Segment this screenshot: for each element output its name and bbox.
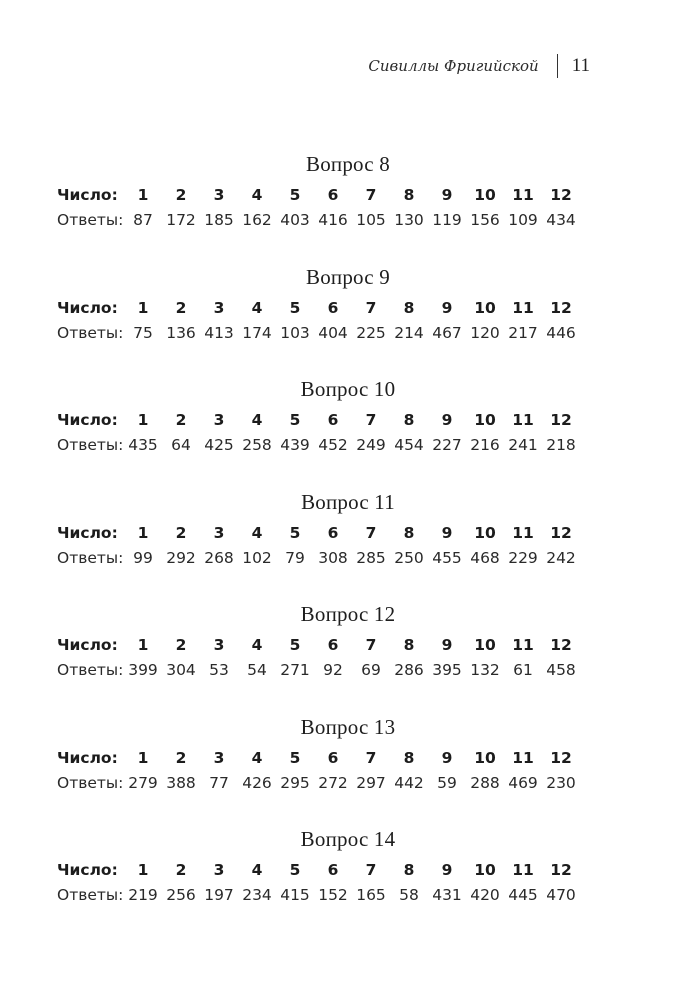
numbers-row-cells	[124, 521, 656, 546]
answers-row	[57, 658, 680, 683]
answer-cell: 218	[546, 436, 576, 454]
answer-cell: 250	[394, 548, 424, 567]
answers-row	[57, 208, 680, 233]
number-cell: 3	[213, 861, 225, 879]
numbers-row	[57, 858, 680, 883]
number-cell: 12	[550, 636, 572, 654]
answers-row-cells	[124, 208, 656, 233]
number-cell: 8	[403, 748, 415, 767]
number-cell: 9	[441, 861, 453, 879]
answers-row	[57, 771, 680, 796]
answers-row-label: Ответы:	[57, 773, 124, 792]
number-cell: 6	[327, 748, 339, 767]
numbers-row-label: Число:	[57, 523, 118, 542]
number-cell: 11	[512, 748, 534, 767]
number-cell: 2	[175, 748, 187, 767]
question-block	[0, 599, 680, 712]
answer-cell: 454	[394, 436, 424, 454]
answer-cell: 297	[356, 773, 386, 792]
numbers-row	[57, 746, 680, 771]
answer-cell: 241	[508, 436, 538, 454]
number-cell: 7	[365, 186, 377, 204]
running-title: Сивиллы Фригийской	[368, 57, 539, 75]
number-cell: 9	[441, 411, 453, 429]
number-cell: 6	[327, 298, 339, 317]
number-cell: 10	[474, 861, 496, 879]
answers-row-cells	[124, 771, 656, 796]
number-cell: 10	[474, 411, 496, 429]
numbers-row-label: Число:	[57, 411, 118, 429]
answer-cell: 403	[280, 211, 310, 229]
running-head	[368, 52, 590, 80]
number-cell: 5	[289, 523, 301, 542]
answer-cell: 69	[361, 661, 381, 679]
answer-cell: 99	[133, 548, 153, 567]
answer-cell: 197	[204, 886, 234, 904]
answer-cell: 458	[546, 661, 576, 679]
number-cell: 5	[289, 186, 301, 204]
question-block	[0, 262, 680, 375]
answer-cell: 268	[204, 548, 234, 567]
numbers-row-label: Число:	[57, 861, 118, 879]
answer-cell: 59	[437, 773, 457, 792]
number-cell: 11	[512, 636, 534, 654]
question-title: Вопрос 10	[300, 377, 396, 401]
answer-cell: 120	[470, 323, 500, 342]
question-title: Вопрос 8	[306, 152, 390, 176]
number-cell: 1	[137, 186, 149, 204]
answer-cell: 172	[166, 211, 196, 229]
question-block	[0, 712, 680, 825]
answer-cell: 132	[470, 661, 500, 679]
answers-row-cells	[124, 433, 656, 458]
answer-cell: 219	[128, 886, 158, 904]
answer-cell: 455	[432, 548, 462, 567]
answer-cell: 87	[133, 211, 153, 229]
numbers-row	[57, 183, 680, 208]
question-block	[0, 374, 680, 487]
number-cell: 1	[137, 636, 149, 654]
answer-cell: 271	[280, 661, 310, 679]
answer-cell: 399	[128, 661, 158, 679]
answer-cell: 295	[280, 773, 310, 792]
answer-cell: 416	[318, 211, 348, 229]
numbers-row-cells	[124, 296, 656, 321]
answer-cell: 288	[470, 773, 500, 792]
numbers-row	[57, 296, 680, 321]
answer-cell: 446	[546, 323, 576, 342]
answer-cell: 156	[470, 211, 500, 229]
number-cell: 12	[550, 186, 572, 204]
answer-cell: 292	[166, 548, 196, 567]
answer-cell: 102	[242, 548, 272, 567]
numbers-row	[57, 408, 680, 433]
answer-cell: 162	[242, 211, 272, 229]
answers-row-cells	[124, 658, 656, 683]
answer-cell: 217	[508, 323, 538, 342]
answer-cell: 185	[204, 211, 234, 229]
answer-cell: 308	[318, 548, 348, 567]
answers-row-label: Ответы:	[57, 436, 124, 454]
answer-cell: 61	[513, 661, 533, 679]
number-cell: 10	[474, 748, 496, 767]
question-block	[0, 149, 680, 262]
numbers-row-label: Число:	[57, 298, 118, 317]
answers-row-cells	[124, 321, 656, 346]
answer-cell: 130	[394, 211, 424, 229]
questions-list	[0, 149, 680, 937]
answer-cell: 442	[394, 773, 424, 792]
answer-cell: 404	[318, 323, 348, 342]
number-cell: 10	[474, 186, 496, 204]
answer-cell: 434	[546, 211, 576, 229]
number-cell: 3	[213, 523, 225, 542]
answers-row	[57, 546, 680, 571]
number-cell: 1	[137, 298, 149, 317]
number-cell: 8	[403, 298, 415, 317]
number-cell: 8	[403, 411, 415, 429]
answer-cell: 152	[318, 886, 348, 904]
answer-cell: 54	[247, 661, 267, 679]
answers-row-cells	[124, 546, 656, 571]
number-cell: 9	[441, 186, 453, 204]
question-block	[0, 824, 680, 937]
answers-row	[57, 321, 680, 346]
number-cell: 7	[365, 523, 377, 542]
number-cell: 12	[550, 523, 572, 542]
number-cell: 2	[175, 861, 187, 879]
number-cell: 7	[365, 861, 377, 879]
number-cell: 7	[365, 411, 377, 429]
number-cell: 12	[550, 298, 572, 317]
number-cell: 12	[550, 748, 572, 767]
answers-row-label: Ответы:	[57, 211, 124, 229]
number-cell: 11	[512, 186, 534, 204]
answer-cell: 64	[171, 436, 191, 454]
number-cell: 8	[403, 523, 415, 542]
number-cell: 10	[474, 636, 496, 654]
answer-cell: 165	[356, 886, 386, 904]
answer-cell: 439	[280, 436, 310, 454]
question-block	[0, 487, 680, 600]
number-cell: 12	[550, 411, 572, 429]
question-title: Вопрос 14	[300, 827, 396, 851]
number-cell: 6	[327, 411, 339, 429]
number-cell: 5	[289, 861, 301, 879]
number-cell: 3	[213, 186, 225, 204]
numbers-row-cells	[124, 633, 656, 658]
numbers-row-cells	[124, 858, 656, 883]
answer-cell: 214	[394, 323, 424, 342]
answer-cell: 452	[318, 436, 348, 454]
answer-cell: 216	[470, 436, 500, 454]
answer-cell: 388	[166, 773, 196, 792]
answer-cell: 229	[508, 548, 538, 567]
numbers-row	[57, 633, 680, 658]
number-cell: 10	[474, 523, 496, 542]
answer-cell: 136	[166, 323, 196, 342]
question-title: Вопрос 11	[301, 489, 395, 514]
answer-cell: 225	[356, 323, 386, 342]
numbers-row-label: Число:	[57, 748, 118, 767]
number-cell: 1	[137, 748, 149, 767]
number-cell: 9	[441, 523, 453, 542]
page-number: 11	[571, 55, 590, 76]
number-cell: 12	[550, 861, 572, 879]
question-title: Вопрос 12	[300, 602, 396, 626]
number-cell: 3	[213, 411, 225, 429]
answer-cell: 256	[166, 886, 196, 904]
number-cell: 6	[327, 523, 339, 542]
numbers-row-cells	[124, 183, 656, 208]
number-cell: 11	[512, 861, 534, 879]
number-cell: 7	[365, 298, 377, 317]
answer-cell: 105	[356, 211, 386, 229]
answer-cell: 227	[432, 436, 462, 454]
number-cell: 4	[251, 748, 263, 767]
answer-cell: 426	[242, 773, 272, 792]
answers-row-label: Ответы:	[57, 323, 124, 342]
answer-cell: 469	[508, 773, 538, 792]
number-cell: 11	[512, 411, 534, 429]
answer-cell: 431	[432, 886, 462, 904]
answer-cell: 445	[508, 886, 538, 904]
answer-cell: 119	[432, 211, 462, 229]
number-cell: 10	[474, 298, 496, 317]
numbers-row-label: Число:	[57, 186, 118, 204]
answer-cell: 468	[470, 548, 500, 567]
answer-cell: 279	[128, 773, 158, 792]
number-cell: 8	[403, 636, 415, 654]
numbers-row-cells	[124, 746, 656, 771]
number-cell: 3	[213, 748, 225, 767]
answer-cell: 234	[242, 886, 272, 904]
answer-cell: 467	[432, 323, 462, 342]
answer-cell: 249	[356, 436, 386, 454]
answer-cell: 242	[546, 548, 576, 567]
answer-cell: 103	[280, 323, 310, 342]
numbers-row-label: Число:	[57, 636, 118, 654]
number-cell: 9	[441, 636, 453, 654]
number-cell: 5	[289, 748, 301, 767]
number-cell: 6	[327, 186, 339, 204]
number-cell: 3	[213, 636, 225, 654]
header-divider	[557, 54, 558, 78]
number-cell: 7	[365, 636, 377, 654]
number-cell: 2	[175, 636, 187, 654]
number-cell: 5	[289, 298, 301, 317]
answer-cell: 435	[128, 436, 158, 454]
number-cell: 1	[137, 861, 149, 879]
number-cell: 6	[327, 861, 339, 879]
number-cell: 4	[251, 298, 263, 317]
answer-cell: 286	[394, 661, 424, 679]
number-cell: 2	[175, 523, 187, 542]
answers-row-label: Ответы:	[57, 548, 124, 567]
answer-cell: 285	[356, 548, 386, 567]
answer-cell: 53	[209, 661, 229, 679]
answers-row-label: Ответы:	[57, 886, 124, 904]
number-cell: 3	[213, 298, 225, 317]
answer-cell: 77	[209, 773, 229, 792]
answer-cell: 92	[323, 661, 343, 679]
answer-cell: 304	[166, 661, 196, 679]
number-cell: 4	[251, 861, 263, 879]
number-cell: 4	[251, 636, 263, 654]
answers-row	[57, 433, 680, 458]
question-title: Вопрос 9	[306, 264, 390, 289]
answers-row	[57, 883, 680, 908]
question-title: Вопрос 13	[300, 714, 396, 739]
answer-cell: 109	[508, 211, 538, 229]
number-cell: 1	[137, 523, 149, 542]
number-cell: 8	[403, 861, 415, 879]
answer-cell: 174	[242, 323, 272, 342]
number-cell: 5	[289, 411, 301, 429]
answer-cell: 79	[285, 548, 305, 567]
number-cell: 5	[289, 636, 301, 654]
answer-cell: 470	[546, 886, 576, 904]
number-cell: 4	[251, 186, 263, 204]
number-cell: 2	[175, 298, 187, 317]
answer-cell: 75	[133, 323, 153, 342]
numbers-row-cells	[124, 408, 656, 433]
answers-row-label: Ответы:	[57, 661, 124, 679]
number-cell: 4	[251, 523, 263, 542]
number-cell: 2	[175, 186, 187, 204]
number-cell: 1	[137, 411, 149, 429]
answer-cell: 58	[399, 886, 419, 904]
answer-cell: 230	[546, 773, 576, 792]
answer-cell: 258	[242, 436, 272, 454]
numbers-row	[57, 521, 680, 546]
answer-cell: 420	[470, 886, 500, 904]
number-cell: 6	[327, 636, 339, 654]
answer-cell: 425	[204, 436, 234, 454]
number-cell: 8	[403, 186, 415, 204]
number-cell: 9	[441, 298, 453, 317]
answer-cell: 395	[432, 661, 462, 679]
number-cell: 11	[512, 523, 534, 542]
answer-cell: 413	[204, 323, 234, 342]
number-cell: 7	[365, 748, 377, 767]
answer-cell: 272	[318, 773, 348, 792]
number-cell: 11	[512, 298, 534, 317]
answers-row-cells	[124, 883, 656, 908]
answer-cell: 415	[280, 886, 310, 904]
number-cell: 9	[441, 748, 453, 767]
number-cell: 2	[175, 411, 187, 429]
number-cell: 4	[251, 411, 263, 429]
